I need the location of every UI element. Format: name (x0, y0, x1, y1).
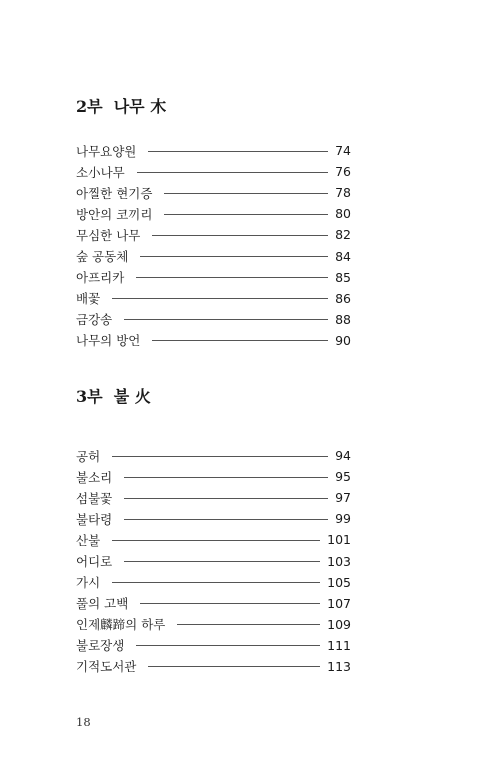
page-number: 109 (327, 616, 351, 632)
entry-title: 나무의 방언 (76, 333, 141, 349)
leader-line (148, 151, 328, 152)
toc-entry (76, 593, 351, 614)
page-number: 105 (327, 574, 351, 590)
page-number: 76 (335, 164, 351, 180)
entry-title: 공허 (76, 448, 101, 464)
page-number: 107 (327, 595, 351, 611)
page-number: 94 (335, 448, 351, 464)
page-number: 78 (335, 185, 351, 201)
leader-line (152, 340, 328, 341)
leader-line (140, 256, 328, 257)
entry-title: 불로장생 (76, 638, 125, 654)
toc-entry (76, 550, 351, 571)
toc-entry (76, 487, 351, 508)
page-number: 84 (335, 248, 351, 264)
toc-entry (76, 445, 351, 466)
toc-entry (76, 309, 351, 330)
leader-line (136, 645, 320, 646)
section-title: 2부 나무 木 (76, 97, 167, 116)
leader-line (124, 561, 320, 562)
entry-title: 아프리카 (76, 270, 125, 286)
page-number: 101 (327, 532, 351, 548)
page-number: 82 (335, 227, 351, 243)
page-number: 85 (335, 269, 351, 285)
leader-line (124, 519, 328, 520)
page-number: 97 (335, 490, 351, 506)
entry-title: 불타령 (76, 511, 113, 527)
entry-title: 어디로 (76, 554, 113, 570)
entry-title: 나무요양원 (76, 143, 137, 159)
page-number: 80 (335, 206, 351, 222)
entry-title: 숲 공동체 (76, 249, 129, 265)
toc-section-part-3 (76, 385, 351, 693)
page-number: 90 (335, 332, 351, 348)
page-number: 88 (335, 311, 351, 327)
toc-entry (76, 635, 351, 656)
toc-entry (76, 572, 351, 593)
page-number: 99 (335, 511, 351, 527)
toc-entry (76, 245, 351, 266)
section-title: 3부 불 火 (76, 387, 151, 406)
leader-line (140, 603, 320, 604)
toc-entry (76, 140, 351, 161)
toc-entry (76, 288, 351, 309)
leader-line (112, 540, 320, 541)
entry-title: 금강송 (76, 312, 113, 328)
entry-title: 소小나무 (76, 164, 125, 180)
entry-title: 방안의 코끼리 (76, 206, 153, 222)
page-number: 95 (335, 469, 351, 485)
leader-line (177, 624, 320, 625)
entry-title: 배꽃 (76, 291, 101, 307)
entry-title: 산불 (76, 532, 101, 548)
leader-line (124, 498, 328, 499)
toc-entry (76, 182, 351, 203)
toc-section-part-2 (76, 95, 351, 367)
leader-line (112, 298, 328, 299)
entry-title: 무심한 나무 (76, 227, 141, 243)
entry-title: 인제麟蹄의 하루 (76, 617, 166, 633)
toc-entry (76, 466, 351, 487)
toc-list (76, 140, 351, 351)
page-number: 111 (327, 637, 351, 653)
toc-list (76, 445, 351, 677)
toc-entry (76, 330, 351, 351)
entry-title: 기적도서관 (76, 659, 137, 675)
entry-title: 불소리 (76, 469, 113, 485)
leader-line (164, 193, 328, 194)
leader-line (164, 214, 328, 215)
page-number: 113 (327, 658, 351, 674)
leader-line (148, 666, 320, 667)
toc-entry (76, 267, 351, 288)
entry-title: 아찔한 현기증 (76, 185, 153, 201)
leader-line (152, 235, 328, 236)
leader-line (124, 319, 328, 320)
page-number: 74 (335, 143, 351, 159)
leader-line (112, 582, 320, 583)
toc-entry (76, 203, 351, 224)
toc-entry (76, 508, 351, 529)
toc-entry (76, 529, 351, 550)
entry-title: 가시 (76, 575, 101, 591)
entry-title: 섬불꽃 (76, 490, 113, 506)
page-folio: 18 (76, 715, 91, 729)
page-number: 86 (335, 290, 351, 306)
leader-line (136, 277, 328, 278)
entry-title: 풀의 고백 (76, 596, 129, 612)
toc-entry (76, 161, 351, 182)
toc-entry (76, 614, 351, 635)
toc-entry (76, 224, 351, 245)
toc-entry (76, 656, 351, 677)
leader-line (112, 456, 328, 457)
page-number: 103 (327, 553, 351, 569)
leader-line (137, 172, 328, 173)
leader-line (124, 477, 328, 478)
